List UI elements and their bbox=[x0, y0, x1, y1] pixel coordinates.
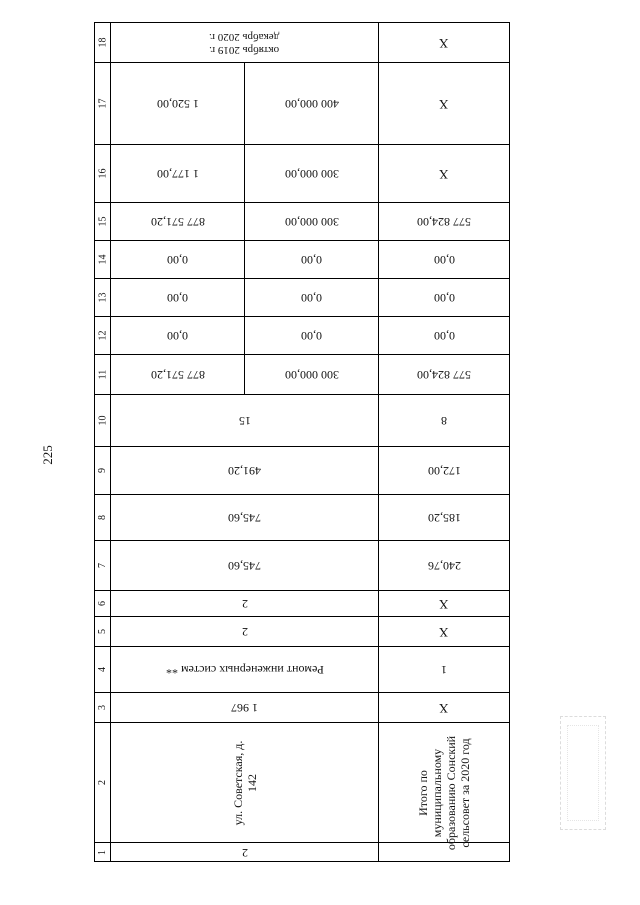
value-cell: 172,00 bbox=[427, 464, 461, 478]
x-mark: X bbox=[439, 596, 449, 612]
address-text: ул. Советская, д. 142 bbox=[230, 740, 259, 825]
table-row bbox=[95, 395, 509, 447]
value-cell: 300 000,00 bbox=[284, 368, 339, 382]
value-cell: 0,00 bbox=[167, 329, 188, 343]
row-number: 1 bbox=[97, 849, 108, 855]
row-number: 18 bbox=[97, 37, 108, 48]
value-cell: 0,00 bbox=[301, 329, 322, 343]
row-number: 17 bbox=[97, 98, 108, 109]
table-row bbox=[95, 203, 509, 241]
value-cell: 185,20 bbox=[427, 511, 461, 525]
row-number: 7 bbox=[97, 563, 108, 568]
value-cell: 877 571,20 bbox=[150, 215, 205, 229]
row-number: 10 bbox=[97, 415, 108, 426]
x-mark: X bbox=[439, 624, 449, 640]
row-number: 6 bbox=[97, 601, 108, 606]
table-row bbox=[95, 23, 509, 63]
row-number: 13 bbox=[97, 292, 108, 303]
value-cell: 577 824,00 bbox=[417, 368, 471, 382]
value-cell: 0,00 bbox=[167, 291, 188, 305]
value-cell: 577 824,00 bbox=[417, 215, 471, 229]
value-cell: 0,00 bbox=[301, 291, 322, 305]
period-text: октябрь 2019 г. декабрь 2020 г. bbox=[209, 30, 280, 56]
x-mark: X bbox=[439, 96, 449, 112]
table-row bbox=[95, 317, 509, 355]
table-row bbox=[95, 279, 509, 317]
row-number: 5 bbox=[97, 629, 108, 634]
value-cell: 1 bbox=[441, 663, 447, 677]
value-cell: 1 520,00 bbox=[156, 97, 199, 111]
value-cell: 0,00 bbox=[433, 329, 455, 343]
value-cell: 0,00 bbox=[167, 253, 188, 267]
row-number: 8 bbox=[97, 515, 108, 520]
value-cell: 745,60 bbox=[228, 559, 261, 573]
work-type-text: Ремонт инженерных систем ** bbox=[165, 663, 324, 677]
value-cell: 1 177,00 bbox=[156, 167, 199, 181]
table-row bbox=[95, 241, 509, 279]
table-row bbox=[95, 693, 509, 723]
row-number: 15 bbox=[97, 216, 108, 227]
table-row bbox=[95, 63, 509, 145]
table-row bbox=[95, 447, 509, 495]
stamp-mark bbox=[560, 716, 606, 830]
table-row bbox=[95, 843, 509, 861]
row-number: 14 bbox=[97, 254, 108, 265]
x-mark: X bbox=[439, 35, 449, 51]
value-cell: 0,00 bbox=[301, 253, 322, 267]
value-cell: 8 bbox=[441, 414, 447, 428]
row-number: 12 bbox=[97, 330, 108, 341]
table-row bbox=[95, 591, 509, 617]
value-cell: 2 bbox=[241, 845, 248, 860]
total-label: Итого по муниципальному образованию Сонский сельсовет за 2020 год bbox=[416, 735, 472, 850]
value-cell: 1 967 bbox=[231, 701, 258, 715]
value-cell: 400 000,00 bbox=[284, 97, 339, 111]
row-number: 4 bbox=[97, 667, 108, 672]
value-cell: 2 bbox=[241, 597, 248, 611]
table-row bbox=[95, 541, 509, 591]
row-number: 16 bbox=[97, 168, 108, 179]
row-number: 2 bbox=[97, 780, 108, 785]
value-cell: 240,76 bbox=[427, 559, 461, 573]
value-cell: 2 bbox=[241, 625, 248, 639]
table-row bbox=[95, 495, 509, 541]
value-cell: 491,20 bbox=[228, 464, 261, 478]
table-row bbox=[95, 145, 509, 203]
x-mark: X bbox=[439, 166, 449, 182]
table-row bbox=[95, 723, 509, 850]
value-cell: 15 bbox=[238, 414, 251, 428]
value-cell: 0,00 bbox=[433, 253, 455, 267]
row-number: 11 bbox=[96, 369, 108, 380]
table-row bbox=[95, 355, 509, 395]
value-cell: 300 000,00 bbox=[284, 167, 339, 181]
x-mark: X bbox=[439, 700, 449, 716]
table-row bbox=[95, 647, 509, 693]
value-cell: 300 000,00 bbox=[284, 215, 339, 229]
page-number: 225 bbox=[40, 445, 55, 465]
table-row bbox=[95, 617, 509, 647]
row-number: 9 bbox=[97, 468, 108, 473]
value-cell: 745,60 bbox=[228, 511, 261, 525]
value-cell: 877 571,20 bbox=[150, 368, 205, 382]
row-number: 3 bbox=[97, 705, 108, 710]
value-cell: 0,00 bbox=[433, 291, 455, 305]
data-table bbox=[94, 22, 510, 862]
